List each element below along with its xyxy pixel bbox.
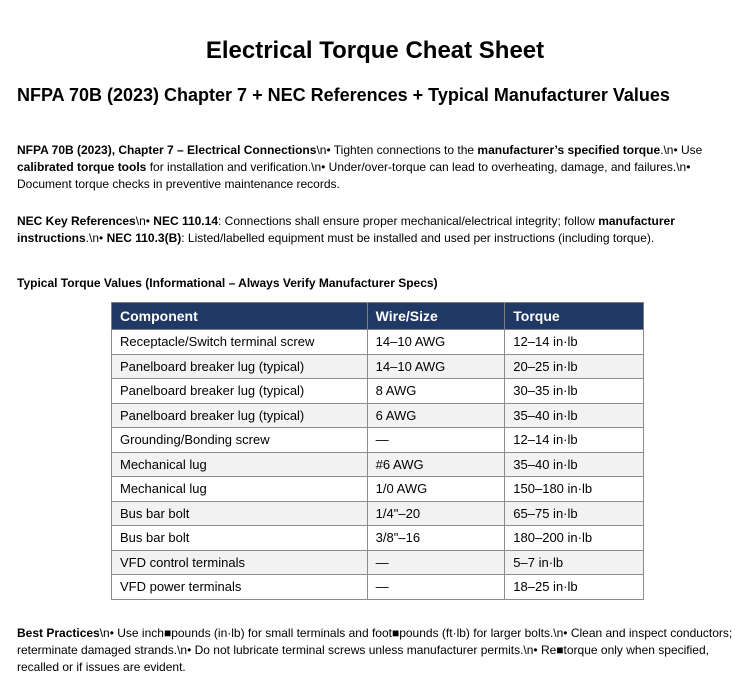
cell-torque: 18–25 in·lb [505, 575, 644, 600]
cell-torque: 12–14 in·lb [505, 428, 644, 453]
nec-text-1: \n• [135, 214, 154, 228]
cell-wire-size: 14–10 AWG [367, 330, 505, 355]
cell-wire-size: 6 AWG [367, 403, 505, 428]
torque-table [111, 302, 644, 600]
cell-component: Mechanical lug [112, 452, 368, 477]
cell-component: VFD control terminals [112, 550, 368, 575]
cell-wire-size: #6 AWG [367, 452, 505, 477]
cell-wire-size: 14–10 AWG [367, 354, 505, 379]
cell-torque: 12–14 in·lb [505, 330, 644, 355]
cell-torque: 35–40 in·lb [505, 403, 644, 428]
cell-component: Panelboard breaker lug (typical) [112, 354, 368, 379]
column-header-component: Component [112, 303, 368, 330]
table-heading: Typical Torque Values (Informational – Always Verify Manufacturer Specs) [17, 276, 438, 290]
table-row [112, 575, 644, 600]
cell-torque: 20–25 in·lb [505, 354, 644, 379]
best-practices-text: \n• Use inch■pounds (in·lb) for small terminals and foot■pounds (ft·lb) for larger bolts.\n• Clean and inspect conductors; reterminate damaged strands.\n• Do not lubricate terminal screws unless manufacturer permits.\n• Re■torque only when specified, recalled or if issues are evident. [17, 626, 733, 674]
cell-wire-size: 1/0 AWG [367, 477, 505, 502]
cell-component: VFD power terminals [112, 575, 368, 600]
nec-emphasis-instructions: manufacturer instructions [17, 214, 675, 245]
cell-wire-size: — [367, 575, 505, 600]
column-header-torque: Torque [505, 303, 644, 330]
nfpa-section-heading: NFPA 70B (2023), Chapter 7 – Electrical Connections [17, 143, 317, 157]
cell-torque: 35–40 in·lb [505, 452, 644, 477]
nfpa-section [17, 142, 735, 193]
table-row [112, 526, 644, 551]
cell-torque: 180–200 in·lb [505, 526, 644, 551]
cell-component: Mechanical lug [112, 477, 368, 502]
nfpa-text-1: \n• Tighten connections to the [316, 143, 478, 157]
cell-component: Grounding/Bonding screw [112, 428, 368, 453]
cell-wire-size: 3/8"–16 [367, 526, 505, 551]
cell-wire-size: — [367, 428, 505, 453]
cell-component: Bus bar bolt [112, 526, 368, 551]
nec-ref-110-3b: NEC 110.3(B) [106, 231, 182, 245]
nec-text-3: .\n• [85, 231, 107, 245]
page-title: Electrical Torque Cheat Sheet [205, 37, 545, 64]
nec-section [17, 213, 735, 247]
cell-torque: 150–180 in·lb [505, 477, 644, 502]
table-row [112, 477, 644, 502]
best-practices-heading: Best Practices [17, 626, 100, 640]
page-subtitle: NFPA 70B (2023) Chapter 7 + NEC References + Typical Manufacturer Values [17, 85, 670, 105]
table-row [112, 428, 644, 453]
table-row [112, 501, 644, 526]
cell-wire-size: 1/4"–20 [367, 501, 505, 526]
cell-torque: 65–75 in·lb [505, 501, 644, 526]
nec-section-heading: NEC Key References [17, 214, 136, 228]
column-header-wire-size: Wire/Size [367, 303, 505, 330]
nfpa-emphasis-torque: manufacturer’s specified torque [477, 143, 661, 157]
table-row [112, 550, 644, 575]
nfpa-text-2: .\n• Use [660, 143, 703, 157]
cell-wire-size: 8 AWG [367, 379, 505, 404]
table-row [112, 354, 644, 379]
nec-ref-110-14: NEC 110.14 [153, 214, 218, 228]
nfpa-emphasis-tools: calibrated torque tools [17, 160, 147, 174]
nfpa-text-3: for installation and verification.\n• Under/over-torque can lead to overheating, damage, and failures.\n• Document torque checks in preventive maintenance records. [17, 160, 691, 191]
best-practices-section [17, 625, 735, 676]
cell-torque: 5–7 in·lb [505, 550, 644, 575]
cell-component: Panelboard breaker lug (typical) [112, 403, 368, 428]
table-row [112, 330, 644, 355]
cell-wire-size: — [367, 550, 505, 575]
cell-torque: 30–35 in·lb [505, 379, 644, 404]
table-row [112, 452, 644, 477]
nec-text-2: : Connections shall ensure proper mechanical/electrical integrity; follow [218, 214, 599, 228]
table-row [112, 403, 644, 428]
table-header-row [112, 303, 644, 330]
cell-component: Receptacle/Switch terminal screw [112, 330, 368, 355]
cell-component: Bus bar bolt [112, 501, 368, 526]
nec-text-4: : Listed/labelled equipment must be installed and used per instructions (including torque). [181, 231, 655, 245]
cell-component: Panelboard breaker lug (typical) [112, 379, 368, 404]
table-row [112, 379, 644, 404]
